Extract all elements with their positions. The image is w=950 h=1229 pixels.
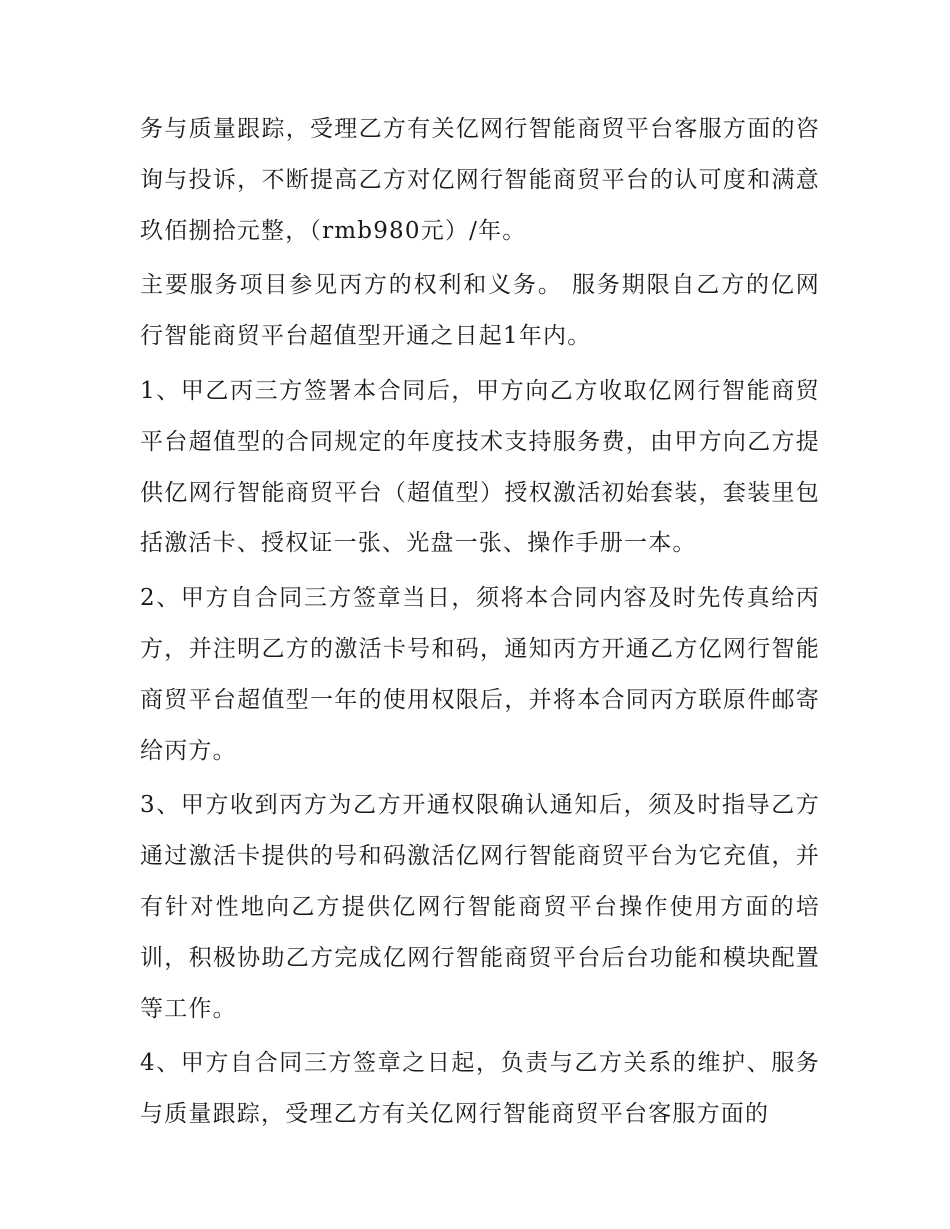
paragraph-clause-3: 3、甲方收到丙方为乙方开通权限确认通知后，须及时指导乙方通过激活卡提供的号和码激活亿网行智能商贸平台为它充值，并有针对性地向乙方提供亿网行智能商贸平台操作使用方面的培训，积极协助乙方完成亿网行智能商贸平台后台功能和模块配置等工作。 [140,792,820,1022]
paragraph-clause-1: 1、甲乙丙三方签署本合同后，甲方向乙方收取亿网行智能商贸平台超值型的合同规定的年度技术支持服务费，由甲方向乙方提供亿网行智能商贸平台（超值型）授权激活初始套装，套装里包括激活卡、授权证一张、光盘一张、操作手册一本。 [140,377,820,557]
paragraph-clause-2: 2、甲方自合同三方签章当日，须将本合同内容及时先传真给丙方，并注明乙方的激活卡号和码，通知丙方开通乙方亿网行智能商贸平台超值型一年的使用权限后，并将本合同丙方联原件邮寄给丙方。 [140,585,820,764]
paragraph-clause-4: 4、甲方自合同三方签章之日起，负责与乙方关系的维护、服务与质量跟踪，受理乙方有关亿网行智能商贸平台客服方面的 [140,1050,820,1128]
document-body [140,104,820,1144]
paragraph-fee-continuation: 务与质量跟踪，受理乙方有关亿网行智能商贸平台客服方面的咨询与投诉，不断提高乙方对亿网行智能商贸平台的认可度和满意玖佰捌拾元整，（rmb980元）/年。 [140,116,820,244]
paragraph-service-term: 主要服务项目参见丙方的权利和义务。 服务期限自乙方的亿网行智能商贸平台超值型开通之日起1年内。 [140,272,820,350]
